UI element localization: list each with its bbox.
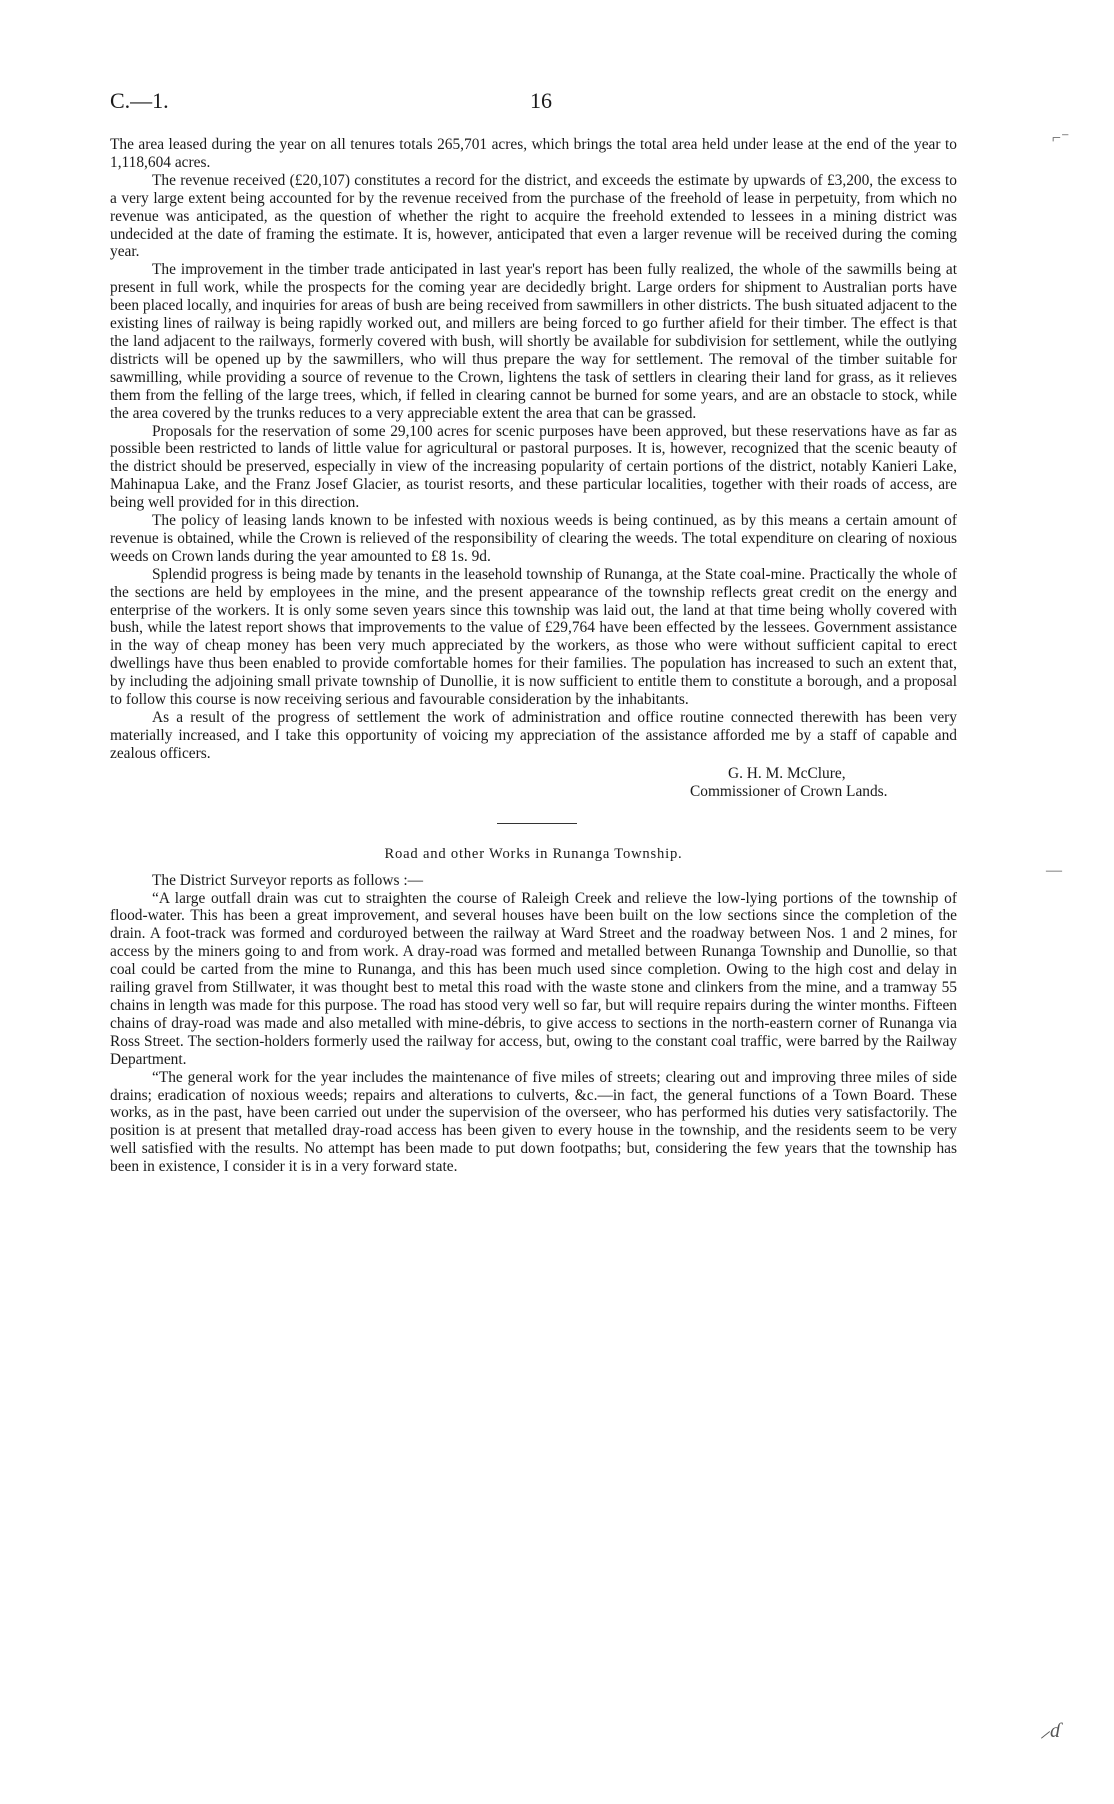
signature-name: G. H. M. McClure, bbox=[728, 764, 846, 782]
page-number: 16 bbox=[530, 88, 552, 113]
margin-mark: — bbox=[1046, 862, 1062, 879]
report-paragraph: The policy of leasing lands known to be infested with noxious weeds is being continued, as by this means a certain amount of revenue is obtained, while the Crown is relieved of the responsibility of clearing the weeds. The total expenditure on clearing of noxious weeds on Crown lands during the year amounted to £8 1s. 9d. bbox=[110, 512, 957, 565]
section-divider bbox=[497, 823, 577, 824]
report-paragraph: The improvement in the timber trade anticipated in last year's report has been fully realized, the whole of the sawmills being at present in full work, while the prospects for the coming year are decidedly bright. Large orders for shipment to Australian ports have been placed locally, and inquiries for areas of bush are being received from sawmillers in other districts. The bush situated adjacent to the existing lines of railway is being rapidly worked out, and millers are being forced to go further afield for their timber. The effect is that the land adjacent to the railways, formerly covered with bush, will shortly be available for subdivision for settlement, while the outlying districts will be opened up by the sawmillers, who will thus prepare the way for settlement. The removal of the timber suitable for sawmilling, while providing a source of revenue to the Crown, lightens the task of settlers in clearing their land for grass, as it relieves them from the felling of the large trees, which, if felled in clearing cannot be burned for some years, and are an obstacle to stock, while the area covered by the trunks reduces to a very appreciable extent the area that can be grassed. bbox=[110, 261, 957, 422]
section-paragraph: “The general work for the year includes the maintenance of five miles of streets; clearing out and improving three miles of side drains; eradication of noxious weeds; repairs and alterations to culverts, &c.—in fact, the general functions of a Town Board. These works, as in the past, have been carried out under the supervision of the overseer, who has performed his duties very satisfactorily. The position is at present that metalled dray-road access has been given to every house in the township, and the residents seem to be very well satisfied with the results. No attempt has been made to put down footpaths; but, considering the few years that the township has been in existence, I consider it is in a very forward state. bbox=[110, 1068, 957, 1176]
report-paragraph: As a result of the progress of settlement the work of administration and office routine connected therewith has been very materially increased, and I take this opportunity of voicing my appreciation of the assistance afforded me by a staff of capable and zealous officers. bbox=[110, 709, 957, 762]
signature-block bbox=[690, 765, 957, 801]
report-paragraph: The area leased during the year on all tenures totals 265,701 acres, which brings the total area held under lease at the end of the year to 1,118,604 acres. bbox=[110, 136, 957, 171]
page-header bbox=[110, 88, 1010, 118]
signature-title: Commissioner of Crown Lands. bbox=[690, 782, 888, 800]
section-heading: Road and other Works in Runanga Township. bbox=[384, 845, 683, 862]
document-reference: C.—1. bbox=[110, 88, 169, 113]
section-intro: The District Surveyor reports as follows :— bbox=[152, 871, 423, 889]
report-paragraph: The revenue received (£20,107) constitutes a record for the district, and exceeds the estimate by upwards of £3,200, the excess to a very large extent being accounted for by the revenue received from the purchase of the freehold of lease in perpetuity, from which no revenue was anticipated, as the question of whether the right to acquire the freehold extended to lessees in a mining district was undecided at the date of framing the estimate. It is, however, anticipated that even a larger revenue will be received during the coming year. bbox=[110, 171, 957, 261]
report-paragraph: Proposals for the reservation of some 29,100 acres for scenic purposes have been approved, but these reservations have as far as possible been restricted to lands of little value for agricultural or pastoral purposes. It is, however, recognized that the scenic beauty of the district should be preserved, especially in view of the increasing popularity of certain portions of the district, notably Kanieri Lake, Mahinapua Lake, and the Franz Josef Glacier, as tourist resorts, and these particular localities, together with their roads of access, are being well provided for in this direction. bbox=[110, 422, 957, 512]
margin-mark: ⌐⁻ bbox=[1052, 130, 1070, 147]
report-paragraph: Splendid progress is being made by tenants in the leasehold township of Runanga, at the State coal-mine. Practically the whole of the sections are held by employees in the mine, and the present appearance of the township reflects great credit on the energy and enterprise of the workers. It is only some seven years since this township was laid out, the land at that time being wholly covered with bush, while the latest report shows that improvements to the value of £29,764 have been effected by the lessees. Government assistance in the way of cheap money has been very much appreciated by the workers, as those who were without sufficient capital to erect dwellings have thus been enabled to provide comfortable homes for their families. The population has increased to such an extent that, by including the adjoining small private township of Dunollie, it is now sufficient to entitle them to constitute a borough, and a proposal to follow this course is now receiving serious and favourable consideration by the inhabitants. bbox=[110, 565, 957, 709]
section-paragraph: “A large outfall drain was cut to straighten the course of Raleigh Creek and relieve the low-lying portions of the township of flood-water. This has been a great improvement, and several houses have been built on the low sections since the completion of the drain. A foot-track was formed and corduroyed between the railway at Ward Street and the roadway between Nos. 1 and 2 mines, for access by the miners going to and from work. A dray-road was formed and metalled between Runanga Township and Dunollie, so that coal could be carted from the mine to Runanga, and this has been much used since completion. Owing to the high cost and delay in railing gravel from Stillwater, it was thought best to metal this road with the waste stone and clinkers from the mine, and a tramway 55 chains in length was made for this purpose. The road has stood very well so far, but will require repairs during the winter months. Fifteen chains of dray-road was made and also metalled with mine-débris, to give access to sections in the north-eastern corner of Runanga via Ross Street. The section-holders formerly used the railway for access, but, owing to the constant coal traffic, were barred by the Railway Department. bbox=[110, 889, 957, 1068]
margin-mark: ⸝ɗ bbox=[1040, 1720, 1060, 1742]
page-content bbox=[110, 136, 957, 1176]
